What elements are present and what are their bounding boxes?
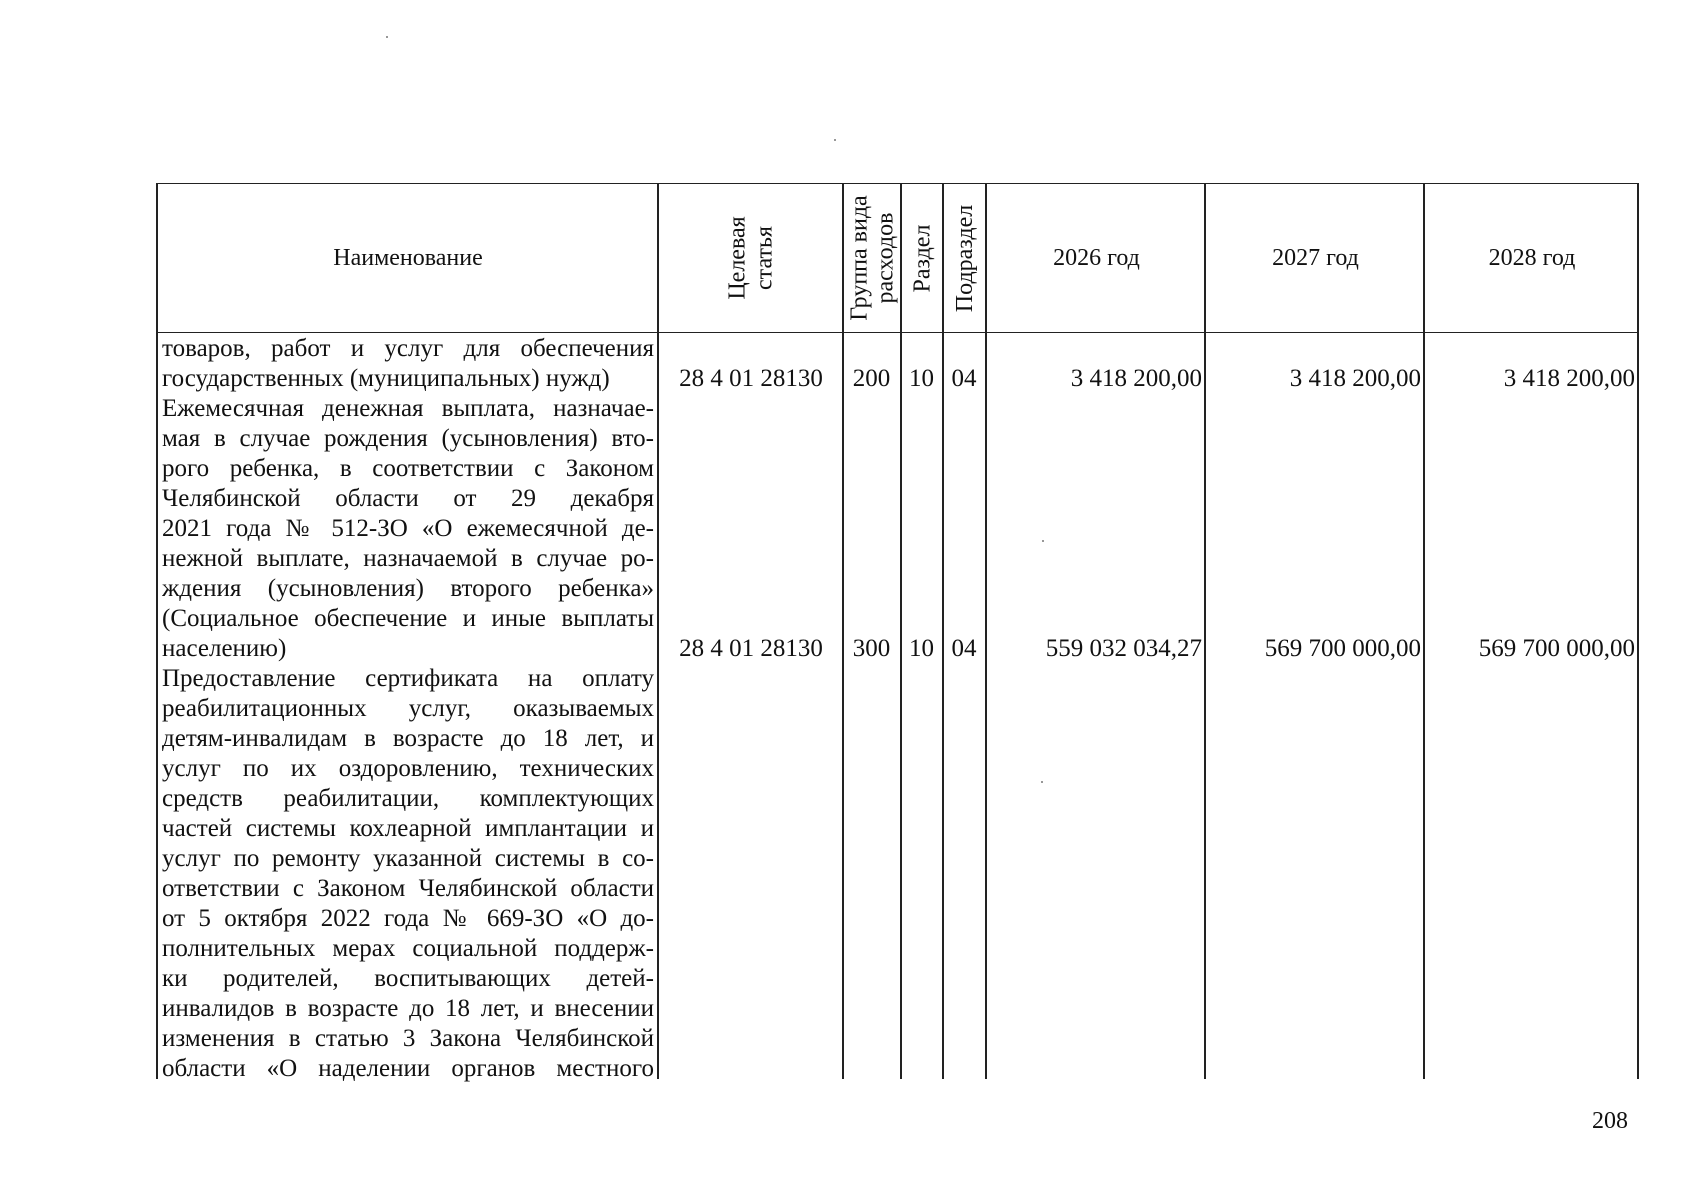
row3-name-line: услуг по ремонту указанной системы в со- bbox=[162, 845, 654, 872]
header-expense-group-line1: Группа вида bbox=[847, 195, 873, 321]
row3-name-line: средств реабилитации, комплектующих bbox=[162, 785, 654, 812]
page-number: 208 bbox=[1592, 1108, 1628, 1134]
row1-expense-group: 200 bbox=[852, 365, 891, 392]
header-expense-group-line2: расходов bbox=[873, 212, 899, 304]
row2-name-line: Ежемесячная денежная выплата, назначае- bbox=[162, 395, 654, 422]
row2-name-line: ждения (усыновления) второго ребенка» bbox=[162, 575, 654, 602]
header-section bbox=[902, 184, 944, 332]
column-line bbox=[657, 183, 659, 1079]
header-target-article-line1: Целевая bbox=[724, 216, 751, 300]
scan-speck bbox=[1042, 540, 1044, 542]
row3-name-line: ки родителей, воспитывающих детей- bbox=[162, 965, 654, 992]
scan-speck bbox=[1041, 781, 1043, 783]
header-target-article bbox=[659, 184, 844, 332]
row3-name-line: услуг по их оздоровлению, технических bbox=[162, 755, 654, 782]
header-name: Наименование bbox=[333, 244, 483, 271]
row1-y2026: 3 418 200,00 bbox=[1070, 365, 1202, 392]
column-line bbox=[842, 183, 844, 1079]
row3-name-line: изменения в статью 3 Закона Челябинской bbox=[162, 1025, 654, 1052]
column-line bbox=[900, 183, 902, 1079]
column-line bbox=[942, 183, 944, 1079]
row1-y2028: 3 418 200,00 bbox=[1503, 365, 1635, 392]
row2-target-article: 28 4 01 28130 bbox=[679, 635, 823, 662]
header-target-article-line2: статья bbox=[751, 226, 778, 290]
scan-speck bbox=[386, 36, 388, 38]
header-subsection-label: Подраздел bbox=[952, 204, 979, 312]
row2-name-line: населению) bbox=[162, 635, 287, 662]
header-year-2026: 2026 год bbox=[1053, 244, 1140, 271]
column-line bbox=[985, 183, 987, 1079]
row2-section: 10 bbox=[909, 635, 934, 662]
row2-name-line: (Социальное обеспечение и иные выплаты bbox=[162, 605, 654, 632]
row1-name-line: государственных (муниципальных) нужд) bbox=[162, 365, 610, 392]
row2-y2026: 559 032 034,27 bbox=[1045, 635, 1202, 662]
row2-name-line: 2021 года № 512-ЗО «О ежемесячной де- bbox=[162, 515, 654, 542]
column-line bbox=[1423, 183, 1425, 1079]
row1-section: 10 bbox=[909, 365, 934, 392]
row1-subsection: 04 bbox=[951, 365, 977, 392]
table-header bbox=[156, 183, 1638, 333]
row3-name-line: Предоставление сертификата на оплату bbox=[162, 665, 654, 692]
column-line bbox=[156, 183, 158, 1079]
row2-name-line: мая в случае рождения (усыновления) вто- bbox=[162, 425, 654, 452]
row3-name-line: области «О наделении органов местного bbox=[162, 1055, 654, 1082]
row1-name-line: товаров, работ и услуг для обеспечения bbox=[162, 335, 654, 362]
header-year-2028: 2028 год bbox=[1488, 244, 1576, 271]
row3-name-line: частей системы кохлеарной имплантации и bbox=[162, 815, 654, 842]
row2-y2027: 569 700 000,00 bbox=[1264, 635, 1421, 662]
row1-target-article: 28 4 01 28130 bbox=[679, 365, 823, 392]
header-section-label: Раздел bbox=[909, 224, 936, 292]
row3-name-line: ответствии с Законом Челябинской области bbox=[162, 875, 654, 902]
row3-name-line: детям-инвалидам в возрасте до 18 лет, и bbox=[162, 725, 654, 752]
row2-expense-group: 300 bbox=[852, 635, 891, 662]
row2-name-line: нежной выплате, назначаемой в случае ро- bbox=[162, 545, 654, 572]
row3-name-line: полнительных мерах социальной поддерж- bbox=[162, 935, 654, 962]
row3-name-line: реабилитационных услуг, оказываемых bbox=[162, 695, 654, 722]
row1-y2027: 3 418 200,00 bbox=[1289, 365, 1421, 392]
column-line bbox=[1637, 183, 1639, 1079]
name-column bbox=[162, 334, 654, 1084]
header-subsection bbox=[944, 184, 987, 332]
row2-name-line: Челябинской области от 29 декабря bbox=[162, 485, 654, 512]
column-line bbox=[1204, 183, 1206, 1079]
row2-y2028: 569 700 000,00 bbox=[1478, 635, 1635, 662]
row2-name-line: рого ребенка, в соответствии с Законом bbox=[162, 455, 654, 482]
row2-subsection: 04 bbox=[951, 635, 977, 662]
header-year-2027: 2027 год bbox=[1272, 244, 1359, 271]
header-expense-group bbox=[844, 184, 902, 332]
row3-name-line: инвалидов в возрасте до 18 лет, и внесении bbox=[162, 995, 654, 1022]
scan-speck bbox=[834, 139, 836, 141]
row3-name-line: от 5 октября 2022 года № 669-ЗО «О до- bbox=[162, 905, 654, 932]
